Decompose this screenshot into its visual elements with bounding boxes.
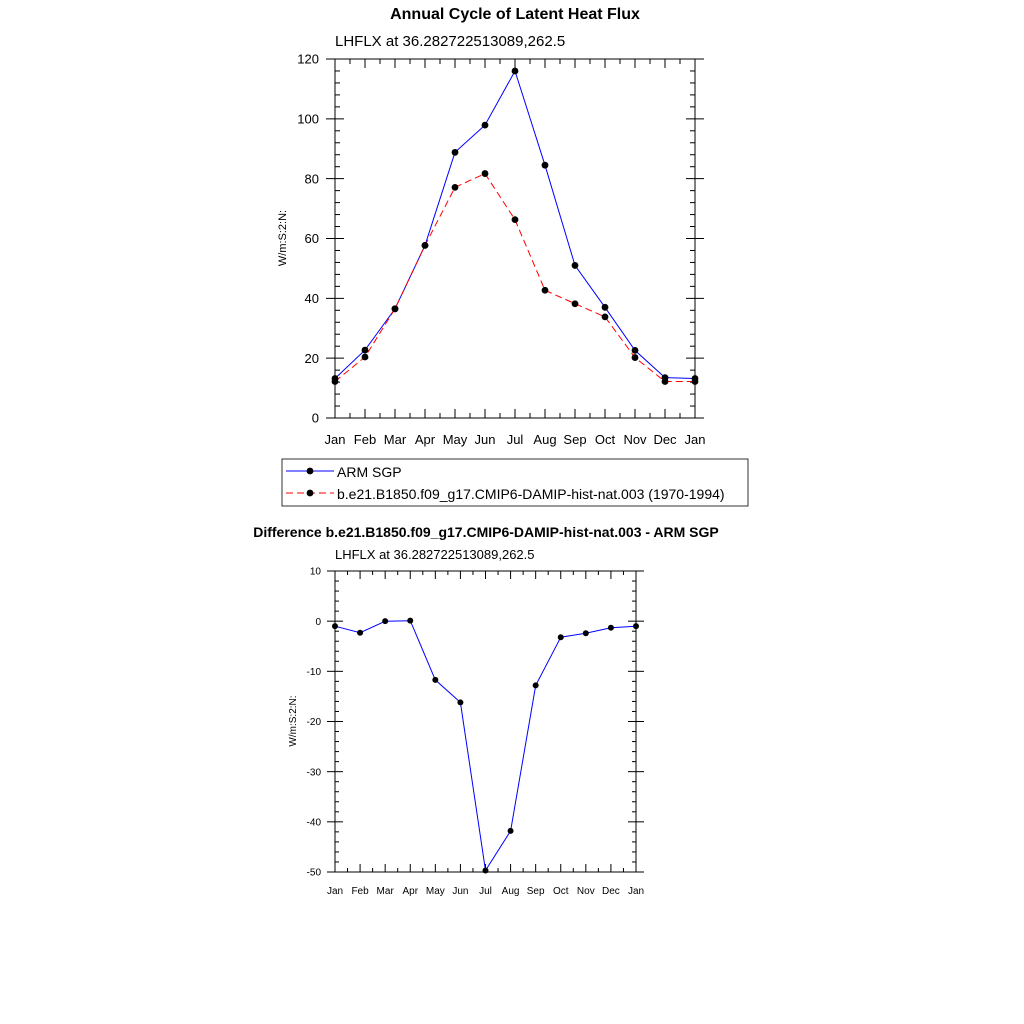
bottom-xtick-label: Feb xyxy=(351,886,369,897)
top-series-1-point xyxy=(542,287,549,294)
top-xtick-label: Jul xyxy=(506,432,524,447)
main-title: Annual Cycle of Latent Heat Flux xyxy=(390,6,640,23)
top-series-1-point xyxy=(422,242,429,249)
bottom-series-0-point xyxy=(332,623,338,629)
bottom-xtick-label: Mar xyxy=(376,886,394,897)
top-xtick-label: Apr xyxy=(414,432,436,447)
top-series-0-point xyxy=(452,149,459,156)
legend-marker-arm-sgp xyxy=(307,468,314,475)
top-series-1-point xyxy=(452,184,459,191)
bottom-ytick-label: -20 xyxy=(306,717,321,729)
top-series-0-point xyxy=(602,304,609,311)
bottom-ytick-label: -10 xyxy=(306,666,321,678)
bottom-xtick-label: Jan xyxy=(326,886,344,897)
bottom-series-0-point xyxy=(608,625,614,631)
bottom-xtick-label: Sep xyxy=(526,886,545,897)
top-series-0-point xyxy=(572,262,579,269)
top-plot-frame xyxy=(335,59,695,418)
top-series-1-point xyxy=(602,313,609,320)
bottom-series-0-point xyxy=(508,828,514,834)
top-xtick-label: Mar xyxy=(383,432,407,447)
bottom-series-0-point xyxy=(483,867,489,873)
top-ytick-label: 120 xyxy=(297,51,319,67)
top-xtick-label: Dec xyxy=(653,432,677,447)
top-series-0-point xyxy=(482,122,489,129)
bottom-ylabel: W/m:S:2:N: xyxy=(288,695,299,747)
top-series-1-point xyxy=(332,378,339,385)
bottom-ytick-label: 0 xyxy=(315,616,321,628)
top-series-1-point xyxy=(662,378,669,385)
top-ylabel: W/m:S:2:N: xyxy=(277,209,289,267)
bottom-ytick-label: -40 xyxy=(306,817,321,829)
difference-chart xyxy=(253,524,719,897)
bottom-xtick-label: Dec xyxy=(602,886,620,897)
legend-marker-model xyxy=(307,490,314,497)
bottom-series-0-point xyxy=(407,618,413,624)
top-ytick-label: 80 xyxy=(304,171,319,187)
bottom-subtitle: LHFLX at 36.282722513089,262.5 xyxy=(335,547,535,562)
bottom-ytick-label: 10 xyxy=(309,566,321,578)
bottom-title: Difference b.e21.B1850.f09_g17.CMIP6-DAMIP-hist-nat.003 - ARM SGP xyxy=(253,524,719,540)
top-series-1-point xyxy=(512,216,519,223)
top-series-1-point xyxy=(482,170,489,177)
top-xtick-label: Jan xyxy=(324,432,346,447)
top-xtick-label: Oct xyxy=(594,432,616,447)
legend-entry-model xyxy=(286,486,725,502)
top-ytick-label: 20 xyxy=(304,350,319,366)
legend-label-model: b.e21.B1850.f09_g17.CMIP6-DAMIP-hist-nat.003 (1970-1994) xyxy=(337,486,725,502)
bottom-ytick-label: -50 xyxy=(306,867,321,879)
bottom-series-0-point xyxy=(457,699,463,705)
top-series-1-point xyxy=(392,305,399,312)
bottom-series-0-point xyxy=(357,630,363,636)
bottom-series-0-point xyxy=(432,677,438,683)
top-subtitle: LHFLX at 36.282722513089,262.5 xyxy=(335,33,566,50)
bottom-series-0-point xyxy=(583,630,589,636)
bottom-series-0-point xyxy=(558,634,564,640)
top-series-0-point xyxy=(512,68,519,75)
top-series-1-point xyxy=(572,300,579,307)
top-xtick-label: Jan xyxy=(684,432,706,447)
bottom-series-0-point xyxy=(382,618,388,624)
top-series-1-point xyxy=(692,378,699,385)
top-series-line-0 xyxy=(335,71,695,379)
top-series-1-point xyxy=(362,354,369,361)
bottom-xtick-label: Jun xyxy=(452,886,469,897)
bottom-series-0-point xyxy=(633,623,639,629)
bottom-plot-frame xyxy=(335,571,636,872)
bottom-series-line-0 xyxy=(335,621,636,871)
top-series-line-1 xyxy=(335,174,695,382)
bottom-xtick-label: Aug xyxy=(501,886,520,897)
top-xtick-label: Sep xyxy=(563,432,587,447)
top-series-0-point xyxy=(362,347,369,354)
bottom-xtick-label: Oct xyxy=(552,886,569,897)
top-ytick-label: 60 xyxy=(304,231,319,247)
bottom-xtick-label: Jul xyxy=(479,886,492,897)
top-series-1-point xyxy=(632,354,639,361)
top-xtick-label: May xyxy=(442,432,468,447)
legend-label-arm-sgp: ARM SGP xyxy=(337,464,402,480)
top-series-0-point xyxy=(542,162,549,169)
annual-cycle-chart xyxy=(277,33,705,447)
top-xtick-label: Feb xyxy=(353,432,377,447)
bottom-xtick-label: Nov xyxy=(576,886,595,897)
top-series-0-point xyxy=(632,347,639,354)
top-xtick-label: Jun xyxy=(474,432,496,447)
bottom-xtick-label: May xyxy=(425,886,445,897)
bottom-ytick-label: -30 xyxy=(306,767,321,779)
bottom-xtick-label: Apr xyxy=(402,886,419,897)
top-ytick-label: 40 xyxy=(304,291,319,307)
top-ytick-label: 100 xyxy=(297,111,319,127)
bottom-series-0-point xyxy=(533,682,539,688)
bottom-xtick-label: Jan xyxy=(627,886,645,897)
top-ytick-label: 0 xyxy=(311,410,319,426)
top-xtick-label: Aug xyxy=(533,432,557,447)
legend-entry-arm-sgp xyxy=(286,464,402,480)
legend xyxy=(282,459,748,506)
top-xtick-label: Nov xyxy=(623,432,647,447)
